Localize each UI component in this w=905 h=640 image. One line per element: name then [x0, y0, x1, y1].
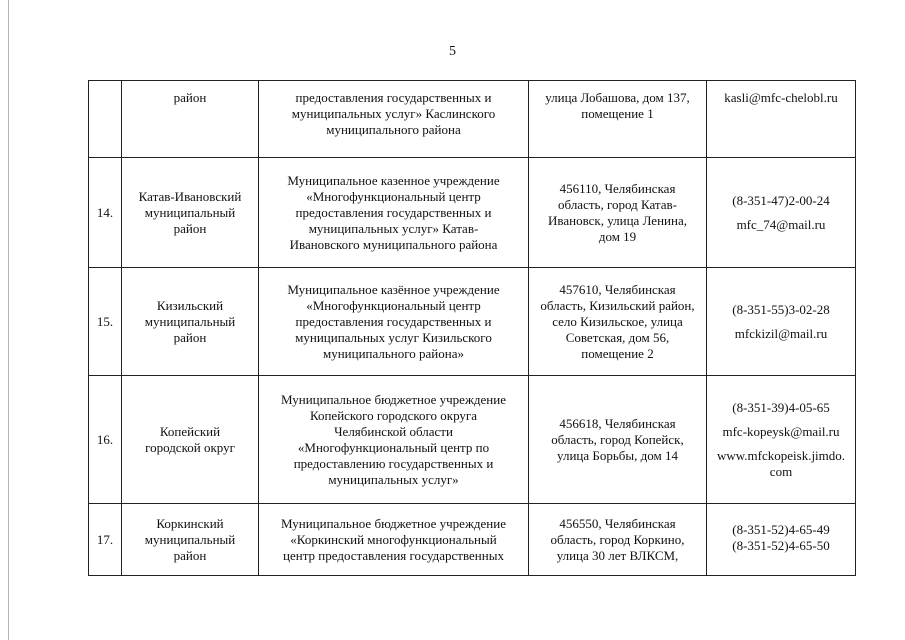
organization-line: муниципальных услуг» Каслинского	[291, 106, 496, 121]
district-line: муниципальный	[144, 532, 236, 547]
table-row-17	[89, 504, 856, 576]
contacts-cell	[707, 81, 856, 158]
organization-line: «Коркинский многофункциональный	[290, 532, 497, 547]
scan-left-edge-rule	[8, 0, 9, 640]
organization-line: «Многофункциональный центр	[306, 188, 481, 204]
address-line: улица 30 лет ВЛКСМ,	[556, 548, 679, 563]
website-line: www.mfckopeisk.jimdo.	[716, 447, 846, 463]
email-line: kasli@mfc-chelobl.ru	[724, 90, 838, 105]
organization-line: Муниципальное казённое учреждение	[287, 281, 500, 297]
district-cell	[122, 376, 259, 504]
organization-line: предоставлению государственных и	[293, 455, 494, 471]
phone-line: (8-351-52)4-65-50	[732, 538, 830, 553]
organization-line: «Многофункциональный центр	[306, 297, 481, 313]
district-line: Кизильский	[156, 297, 224, 313]
address-line: область, город Копейск,	[551, 431, 684, 447]
address-cell	[529, 376, 707, 504]
mfc-registry-table	[88, 80, 856, 576]
contacts-cell	[707, 504, 856, 576]
table-row-15	[89, 268, 856, 376]
district-line: Коркинский	[156, 516, 224, 531]
organization-cell	[259, 81, 529, 158]
organization-cell	[259, 158, 529, 268]
district-cell	[122, 81, 259, 158]
organization-line: «Многофункциональный центр по	[297, 439, 490, 455]
email-line: mfc-kopeysk@mail.ru	[722, 423, 840, 439]
district-line: район	[173, 220, 207, 236]
organization-line: центр предоставления государственных	[283, 548, 504, 563]
organization-line: муниципального района»	[323, 345, 464, 361]
organization-cell	[259, 504, 529, 576]
address-line: улица Лобашова, дом 137,	[545, 90, 690, 105]
address-cell	[529, 268, 707, 376]
contacts-cell	[707, 376, 856, 504]
organization-line: Муниципальное бюджетное учреждение	[281, 516, 506, 531]
address-line: Советская, дом 56,	[565, 329, 670, 345]
address-line: 456618, Челябинская	[559, 415, 676, 431]
district-line: муниципальный	[144, 313, 236, 329]
organization-line: Муниципальное бюджетное учреждение	[281, 391, 506, 407]
contacts-cell	[707, 268, 856, 376]
address-cell	[529, 504, 707, 576]
organization-line: Челябинской области	[334, 423, 453, 439]
row-number-cell: 17.	[89, 504, 122, 576]
organization-line: предоставления государственных и	[295, 204, 492, 220]
district-line: район	[173, 329, 207, 345]
row-number-cell	[89, 81, 122, 158]
organization-cell	[259, 268, 529, 376]
address-line: улица Борьбы, дом 14	[557, 447, 678, 463]
address-line: 456550, Челябинская	[559, 516, 676, 531]
address-line: помещение 2	[581, 345, 654, 361]
phone-line: (8-351-39)4-05-65	[732, 399, 830, 415]
district-line: Копейский	[159, 423, 221, 439]
district-line: муниципальный	[144, 204, 236, 220]
phone-line: (8-351-47)2-00-24	[732, 192, 830, 208]
address-line: Ивановск, улица Ленина,	[548, 212, 687, 228]
organization-line: предоставления государственных и	[295, 90, 492, 105]
address-line: 457610, Челябинская	[559, 281, 676, 297]
address-line: область, Кизильский район,	[540, 297, 695, 313]
phone-line: (8-351-55)3-02-28	[732, 301, 830, 317]
organization-line: Муниципальное казенное учреждение	[287, 172, 500, 188]
address-cell	[529, 158, 707, 268]
organization-line: муниципальных услуг Кизильского	[295, 329, 492, 345]
address-line: область, город Катав-	[558, 196, 677, 212]
address-line: 456110, Челябинская	[559, 180, 676, 196]
organization-cell	[259, 376, 529, 504]
row-number-cell: 14.	[89, 158, 122, 268]
organization-line: предоставления государственных и	[295, 313, 492, 329]
district-cell	[122, 268, 259, 376]
website-line: com	[769, 463, 793, 479]
district-line: городской округ	[145, 439, 235, 455]
address-line: село Кизильское, улица	[552, 313, 683, 329]
table-row-14	[89, 158, 856, 268]
district-line: район	[173, 548, 207, 563]
district-line: район	[173, 90, 207, 105]
district-line: Катав-Ивановский	[138, 188, 242, 204]
row-number-cell: 15.	[89, 268, 122, 376]
organization-line: Копейского городского округа	[309, 407, 478, 423]
address-line: дом 19	[598, 228, 637, 244]
organization-line: муниципальных услуг»	[328, 471, 459, 487]
email-line: mfckizil@mail.ru	[734, 325, 828, 341]
table-row-16	[89, 376, 856, 504]
phone-line: (8-351-52)4-65-49	[732, 522, 830, 537]
address-line: область, город Коркино,	[550, 532, 685, 547]
district-cell	[122, 504, 259, 576]
address-cell	[529, 81, 707, 158]
district-cell	[122, 158, 259, 268]
row-number-cell: 16.	[89, 376, 122, 504]
table-row-continuation	[89, 81, 856, 158]
organization-line: муниципальных услуг» Катав-	[308, 220, 479, 236]
organization-line: муниципального района	[326, 122, 461, 137]
contacts-cell	[707, 158, 856, 268]
address-line: помещение 1	[581, 106, 654, 121]
email-line: mfc_74@mail.ru	[736, 216, 826, 232]
organization-line: Ивановского муниципального района	[289, 236, 498, 252]
page-number: 5	[449, 44, 456, 59]
